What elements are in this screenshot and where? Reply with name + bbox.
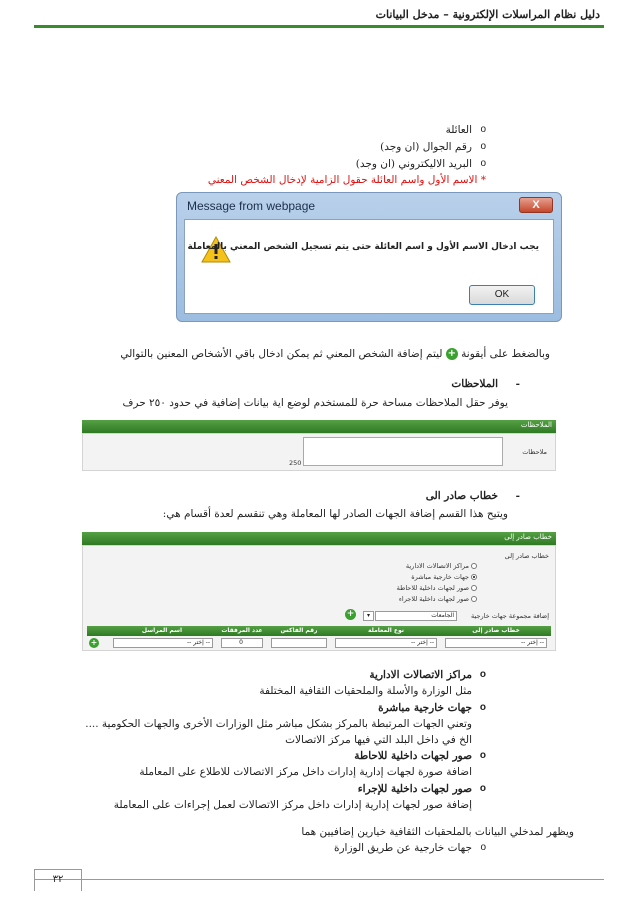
add-row-icon[interactable]: + — [90, 638, 98, 647]
add-icon: + — [447, 348, 457, 359]
category-description: اضافة صورة لجهات إدارية إدارات داخل مركز الاتصالات للاطلاع على المعاملة — [139, 766, 472, 778]
notes-textarea[interactable] — [303, 437, 503, 466]
fax-number-input[interactable] — [271, 638, 327, 648]
notes-panel-header — [82, 420, 556, 433]
notes-panel-title: الملاحظات — [520, 421, 552, 429]
ok-button[interactable]: OK — [469, 285, 535, 305]
column-header: نوع المعاملة — [368, 627, 404, 634]
radio-option-2[interactable] — [397, 584, 477, 592]
add-group-icon[interactable]: + — [346, 609, 355, 619]
table-row — [87, 637, 551, 649]
category-title: o صور لجهات داخلية للإجراء — [358, 783, 472, 795]
attachments-count-input[interactable]: 0 — [221, 638, 263, 648]
outgoing-description: ويتيح هذا القسم إضافة الجهات الصادر لها المعاملة وهي تنقسم لعدة أقسام هي: — [162, 508, 508, 520]
radio-option-3[interactable] — [399, 595, 477, 603]
category-description: مثل الوزارة والأسلة والملحقيات الثقافية المختلفة — [259, 685, 472, 697]
paragraph-text: ليتم إضافة الشخص المعني ثم يمكن ادخال باقي الأشخاص المعنين بالتوالي — [120, 348, 443, 360]
section-heading-outgoing: - خطاب صادر الى — [426, 490, 498, 502]
category-title: o جهات خارجية مباشرة — [378, 702, 472, 714]
dialog-body — [184, 219, 554, 314]
radio-label: صور لجهات داخلية للاجراء — [398, 595, 469, 603]
radio-option-1[interactable] — [411, 573, 477, 581]
list-item: o جهات خارجية عن طريق الوزارة — [334, 842, 472, 854]
radio-button[interactable] — [471, 596, 477, 602]
column-header: اسم المراسل — [141, 627, 183, 634]
radio-label: صور لجهات داخلية للاحاطة — [396, 584, 469, 592]
radio-button[interactable] — [471, 585, 477, 591]
correspondent-select[interactable]: -- إختر -- — [113, 638, 213, 648]
dialog-message: يجب ادخال الاسم الأول و اسم العائلة حتى يتم تسجيل الشخص المعني بالمعاملة — [187, 242, 539, 252]
group-select[interactable]: الجامعات — [375, 611, 457, 621]
list-item: o البريد الاليكتروني (ان وجد) — [356, 158, 472, 170]
column-header: عدد المرفقات — [221, 627, 263, 634]
paragraph-text: وبالضغط على أيقونة — [461, 348, 550, 360]
footer-rule — [34, 879, 604, 880]
radio-label: مراكز الاتصالات الادارية — [405, 562, 469, 570]
dialog-caption: Message from webpage — [187, 199, 316, 213]
page-number: ٣٢ — [34, 869, 82, 891]
header-rule — [34, 25, 604, 28]
column-header: رقم الفاكس — [280, 627, 318, 634]
column-header: خطاب صادر إلى — [472, 627, 520, 634]
add-person-paragraph — [120, 348, 550, 360]
group-label: إضافة مجموعة جهات خارجية — [471, 612, 549, 620]
list-item: o رقم الجوال (ان وجد) — [380, 141, 472, 153]
list-item: o العائلة — [446, 124, 472, 136]
outgoing-panel-header — [82, 532, 556, 545]
transaction-type-select[interactable]: -- إختر -- — [335, 638, 437, 648]
recipients-table-header — [87, 626, 551, 636]
chevron-down-icon[interactable]: ▾ — [363, 611, 374, 621]
category-description: إضافة صور لجهات إدارية إدارات داخل مركز الاتصالات لعمل إجراءات على المعاملة — [113, 799, 472, 811]
radio-button[interactable] — [471, 574, 477, 580]
required-fields-note: * الاسم الأول واسم العائلة حقول الزامية لإدخال الشخص المعني — [207, 174, 486, 186]
outgoing-field-label: خطاب صادر إلى — [504, 552, 549, 560]
outgoing-panel — [82, 545, 556, 651]
notes-description: يوفر حقل الملاحظات مساحة حرة للمستخدم لوضع اية بيانات إضافية في حدود ٢٥٠ حرف — [122, 397, 508, 409]
dialog-close-button[interactable]: X — [519, 197, 553, 213]
recipient-select[interactable]: -- إختر -- — [445, 638, 547, 648]
notes-field-label: ملاحظات — [522, 448, 547, 456]
category-title: o صور لجهات داخلية للاحاطة — [354, 750, 472, 762]
category-description: الخ في داخل البلد التي فيها مركز الاتصالات — [285, 734, 472, 746]
section-heading-notes: - الملاحظات — [451, 378, 498, 390]
message-dialog — [176, 192, 562, 322]
closing-paragraph: ويظهر لمدخلي البيانات بالملحقيات الثقافية خيارين إضافيين هما — [301, 826, 574, 838]
notes-panel — [82, 433, 556, 471]
notes-char-counter: 250 — [289, 459, 302, 467]
radio-option-0[interactable] — [406, 562, 477, 570]
document-header-title: دليل نظام المراسلات الإلكترونية – مدخل البيانات — [375, 8, 600, 21]
outgoing-panel-title: خطاب صادر إلى — [504, 533, 552, 541]
category-title: o مراكز الاتصالات الادارية — [369, 669, 472, 681]
radio-button[interactable] — [471, 563, 477, 569]
radio-label: جهات خارجية مباشرة — [411, 573, 469, 581]
category-description: وتعني الجهات المرتبطة بالمركز بشكل مباشر مثل الوزارات الأخرى والجهات الحكومية .... — [85, 718, 472, 730]
